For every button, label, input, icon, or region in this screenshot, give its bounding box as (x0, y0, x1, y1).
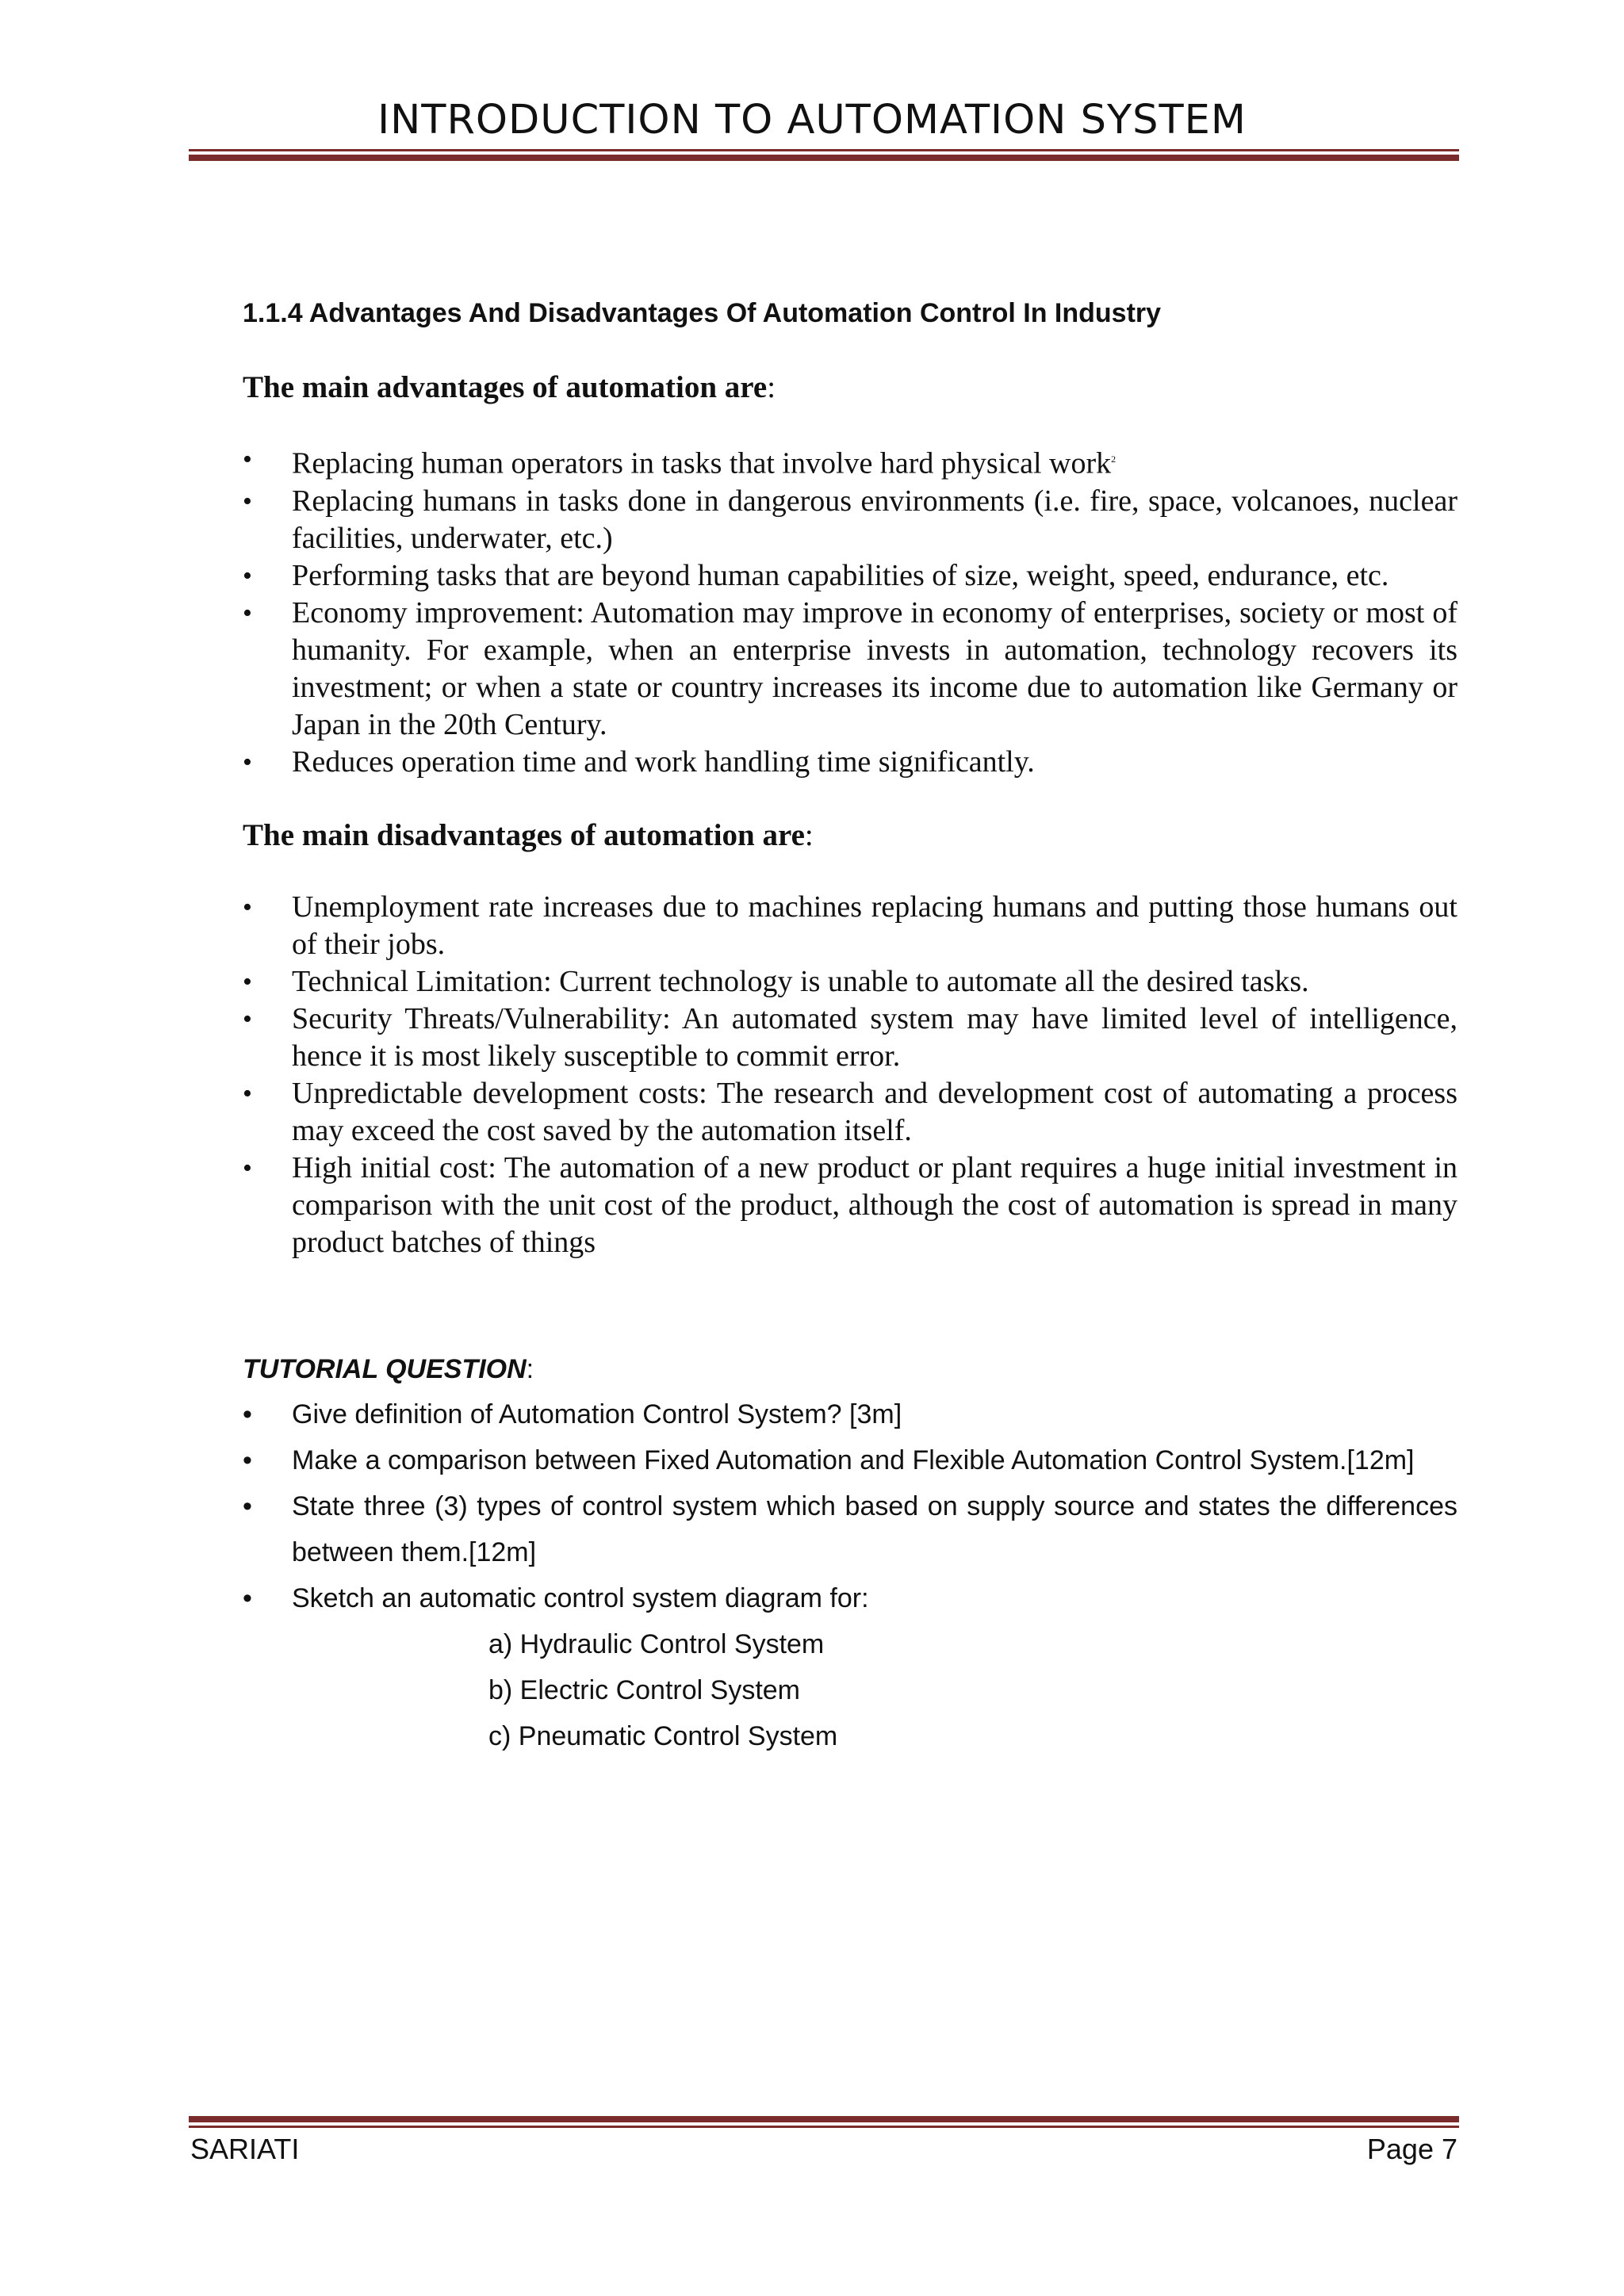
bullet-icon: • (243, 966, 252, 997)
question-text: Make a comparison between Fixed Automation and Flexible Automation Control System.[12m] (292, 1445, 1415, 1475)
list-item (243, 1483, 1457, 1575)
bullet-icon: • (243, 892, 252, 922)
list-item (243, 1075, 1457, 1150)
list-item (243, 963, 1457, 1001)
tutorial-section (243, 1347, 1457, 1759)
question-text: State three (3) types of control system which based on supply source and states the differences between them.[12m] (292, 1490, 1457, 1567)
footer-author: SARIATI (190, 2133, 300, 2165)
list-item-text: Technical Limitation: Current technology is unable to automate all the desired tasks. (292, 964, 1309, 998)
list-item-text: Reduces operation time and work handling time significantly. (292, 744, 1035, 779)
footnote-mark: 2 (1111, 453, 1116, 465)
disadvantages-heading (243, 814, 1457, 857)
list-item-text: Replacing humans in tasks done in dangerous environments (i.e. fire, space, volcanoes, nuclear facilities, underwater, etc.) (292, 484, 1457, 555)
list-item (243, 744, 1457, 781)
list-item (243, 1575, 1457, 1621)
bullet-icon: • (243, 445, 252, 474)
bullet-icon: • (243, 1078, 252, 1108)
bullet-icon: • (243, 486, 252, 516)
list-item-text: Performing tasks that are beyond human capabilities of size, weight, speed, endurance, etc. (292, 558, 1389, 592)
bullet-icon: • (243, 598, 252, 628)
tutorial-title-text: TUTORIAL QUESTION (243, 1353, 527, 1384)
list-item (243, 1391, 1457, 1437)
footer-rule (189, 2116, 1459, 2128)
list-item-text: High initial cost: The automation of a new product or plant requires a huge initial investment in comparison with the unit cost of the product, although the cost of automation is spread in many product batches of things (292, 1150, 1457, 1259)
list-item-text: Unpredictable development costs: The research and development cost of automating a process may exceed the cost saved by the automation itself. (292, 1076, 1457, 1147)
header-rule (189, 149, 1459, 161)
page-content (243, 293, 1457, 1759)
bullet-icon: • (243, 1399, 252, 1429)
list-item (243, 441, 1457, 483)
list-item (243, 1001, 1457, 1075)
sub-item: a) Hydraulic Control System (488, 1628, 825, 1659)
disadvantages-list (243, 889, 1457, 1261)
tutorial-questions-list (243, 1391, 1457, 1621)
list-item (243, 1437, 1457, 1483)
sub-item: c) Pneumatic Control System (488, 1720, 838, 1751)
bullet-icon: • (243, 1445, 252, 1475)
tutorial-title-colon: : (526, 1353, 534, 1384)
list-item-text: Unemployment rate increases due to machines replacing humans and putting those humans out of their jobs. (292, 890, 1457, 961)
bullet-icon: • (243, 1582, 252, 1613)
list-item (243, 557, 1457, 595)
sub-item: b) Electric Control System (488, 1674, 800, 1705)
list-item (243, 889, 1457, 963)
section-heading: 1.1.4 Advantages And Disadvantages Of Automation Control In Industry (243, 298, 1162, 328)
advantages-list (243, 441, 1457, 781)
advantages-heading-text: The main advantages of automation are (243, 370, 768, 404)
list-item-text: Security Threats/Vulnerability: An automated system may have limited level of intelligence, hence it is most likely susceptible to commit error. (292, 1001, 1457, 1073)
bullet-icon: • (243, 747, 252, 777)
list-item (243, 1150, 1457, 1261)
bullet-icon: • (243, 1004, 252, 1034)
question-text: Give definition of Automation Control System? [3m] (292, 1399, 902, 1429)
disadvantages-heading-text: The main disadvantages of automation are (243, 817, 805, 852)
list-item-text: Economy improvement: Automation may improve in economy of enterprises, society or most of humanity. For example, when an enterprise invests in automation, technology recovers its investment; or when a state or country increases its income due to automation like Germany or Japan in the 20th Century. (292, 595, 1457, 741)
disadvantages-heading-colon: : (804, 817, 814, 852)
list-item-text: Replacing human operators in tasks that involve hard physical work (292, 446, 1112, 480)
bullet-icon: • (243, 1153, 252, 1183)
question-text: Sketch an automatic control system diagram for: (292, 1582, 869, 1613)
list-item (243, 595, 1457, 744)
bullet-icon: • (243, 1490, 252, 1521)
footer-page-number: Page 7 (1366, 2133, 1457, 2165)
page-header-title: INTRODUCTION TO AUTOMATION SYSTEM (377, 97, 1247, 144)
tutorial-title (243, 1347, 1457, 1391)
advantages-heading-colon: : (767, 370, 776, 404)
diagram-sub-items (243, 1621, 1457, 1759)
bullet-icon: • (243, 561, 252, 591)
advantages-heading (243, 366, 1457, 409)
list-item (243, 483, 1457, 557)
